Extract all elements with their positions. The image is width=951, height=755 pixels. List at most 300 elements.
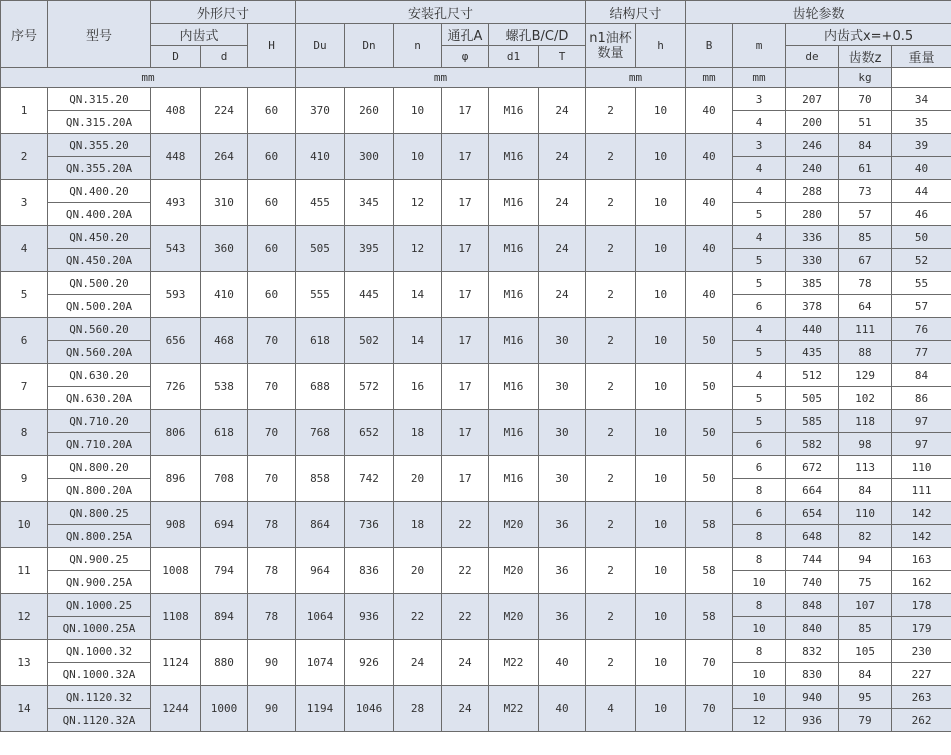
cell-teeth: 84 (839, 134, 892, 157)
cell-T: 40 (539, 640, 586, 686)
cell-de: 848 (786, 594, 839, 617)
cell-h: 10 (636, 272, 686, 318)
cell-n1: 2 (586, 88, 636, 134)
header-Du: Du (296, 24, 345, 68)
cell-H: 78 (248, 548, 296, 594)
cell-d: 310 (201, 180, 248, 226)
cell-m: 10 (733, 686, 786, 709)
unit-struct-mm: mm (586, 68, 686, 88)
cell-m: 8 (733, 594, 786, 617)
cell-m: 10 (733, 571, 786, 594)
cell-d: 894 (201, 594, 248, 640)
cell-B: 70 (686, 686, 733, 732)
header-internal-gear-x: 内齿式x=+0.5 (786, 24, 951, 46)
cell-d: 410 (201, 272, 248, 318)
cell-Dn: 345 (345, 180, 394, 226)
cell-n: 10 (394, 88, 442, 134)
cell-n: 12 (394, 226, 442, 272)
header-teeth: 齿数z (839, 46, 892, 68)
cell-B: 40 (686, 134, 733, 180)
cell-weight: 34 (892, 88, 951, 111)
cell-D: 593 (151, 272, 201, 318)
cell-d1: M20 (489, 594, 539, 640)
cell-de: 512 (786, 364, 839, 387)
cell-h: 10 (636, 502, 686, 548)
cell-d: 1000 (201, 686, 248, 732)
cell-H: 90 (248, 640, 296, 686)
cell-Dn: 836 (345, 548, 394, 594)
cell-teeth: 67 (839, 249, 892, 272)
cell-d: 264 (201, 134, 248, 180)
cell-de: 582 (786, 433, 839, 456)
cell-D: 1244 (151, 686, 201, 732)
header-d1: d1 (489, 46, 539, 68)
cell-Dn: 260 (345, 88, 394, 134)
cell-m: 4 (733, 157, 786, 180)
header-phi: φ (442, 46, 489, 68)
cell-m: 4 (733, 364, 786, 387)
cell-B: 50 (686, 456, 733, 502)
header-B: B (686, 24, 733, 68)
cell-teeth: 61 (839, 157, 892, 180)
header-bolt-hole: 螺孔B/C/D (489, 24, 586, 46)
cell-D: 1124 (151, 640, 201, 686)
cell-weight: 262 (892, 709, 951, 732)
cell-T: 30 (539, 456, 586, 502)
cell-n: 16 (394, 364, 442, 410)
cell-d: 694 (201, 502, 248, 548)
cell-Du: 688 (296, 364, 345, 410)
cell-Du: 1064 (296, 594, 345, 640)
cell-Du: 410 (296, 134, 345, 180)
cell-T: 24 (539, 134, 586, 180)
cell-teeth: 51 (839, 111, 892, 134)
cell-B: 40 (686, 272, 733, 318)
cell-B: 40 (686, 226, 733, 272)
cell-T: 36 (539, 594, 586, 640)
cell-teeth: 129 (839, 364, 892, 387)
cell-weight: 178 (892, 594, 951, 617)
table-row (1, 134, 951, 157)
cell-teeth: 88 (839, 341, 892, 364)
cell-de: 207 (786, 88, 839, 111)
cell-D: 726 (151, 364, 201, 410)
cell-Dn: 502 (345, 318, 394, 364)
cell-h: 10 (636, 548, 686, 594)
unit-teeth-blank (786, 68, 839, 88)
cell-d1: M16 (489, 364, 539, 410)
cell-model: QN.1000.25A (48, 617, 151, 640)
cell-teeth: 95 (839, 686, 892, 709)
cell-h: 10 (636, 318, 686, 364)
cell-de: 830 (786, 663, 839, 686)
cell-d1: M16 (489, 180, 539, 226)
cell-n: 10 (394, 134, 442, 180)
cell-model: QN.710.20 (48, 410, 151, 433)
cell-m: 6 (733, 456, 786, 479)
cell-teeth: 107 (839, 594, 892, 617)
cell-model: QN.800.25 (48, 502, 151, 525)
cell-H: 60 (248, 226, 296, 272)
cell-Dn: 572 (345, 364, 394, 410)
cell-T: 24 (539, 88, 586, 134)
cell-de: 240 (786, 157, 839, 180)
cell-m: 5 (733, 272, 786, 295)
cell-model: QN.710.20A (48, 433, 151, 456)
cell-n1: 2 (586, 134, 636, 180)
header-T: T (539, 46, 586, 68)
cell-H: 60 (248, 180, 296, 226)
cell-phi: 17 (442, 134, 489, 180)
cell-H: 70 (248, 410, 296, 456)
cell-seq: 4 (1, 226, 48, 272)
cell-d: 794 (201, 548, 248, 594)
cell-seq: 1 (1, 88, 48, 134)
cell-n1: 2 (586, 410, 636, 456)
cell-d: 538 (201, 364, 248, 410)
cell-Dn: 736 (345, 502, 394, 548)
cell-B: 50 (686, 410, 733, 456)
cell-n: 12 (394, 180, 442, 226)
cell-h: 10 (636, 180, 686, 226)
cell-model: QN.450.20A (48, 249, 151, 272)
cell-teeth: 75 (839, 571, 892, 594)
cell-phi: 24 (442, 640, 489, 686)
cell-seq: 11 (1, 548, 48, 594)
cell-m: 10 (733, 663, 786, 686)
cell-weight: 163 (892, 548, 951, 571)
cell-n: 14 (394, 318, 442, 364)
cell-model: QN.315.20 (48, 88, 151, 111)
cell-T: 36 (539, 548, 586, 594)
cell-model: QN.560.20 (48, 318, 151, 341)
cell-model: QN.1120.32A (48, 709, 151, 732)
cell-teeth: 98 (839, 433, 892, 456)
cell-T: 30 (539, 410, 586, 456)
header-de: de (786, 46, 839, 68)
cell-de: 336 (786, 226, 839, 249)
cell-teeth: 111 (839, 318, 892, 341)
cell-de: 440 (786, 318, 839, 341)
cell-n: 28 (394, 686, 442, 732)
header-internal-gear-type: 内齿式 (151, 24, 248, 46)
header-m: m (733, 24, 786, 68)
cell-de: 378 (786, 295, 839, 318)
cell-n: 14 (394, 272, 442, 318)
table-header (1, 1, 951, 88)
cell-Dn: 300 (345, 134, 394, 180)
cell-model: QN.400.20 (48, 180, 151, 203)
cell-weight: 44 (892, 180, 951, 203)
cell-weight: 76 (892, 318, 951, 341)
cell-de: 940 (786, 686, 839, 709)
cell-T: 24 (539, 226, 586, 272)
cell-weight: 35 (892, 111, 951, 134)
table-row (1, 180, 951, 203)
cell-weight: 50 (892, 226, 951, 249)
cell-m: 3 (733, 134, 786, 157)
cell-D: 448 (151, 134, 201, 180)
cell-m: 6 (733, 295, 786, 318)
cell-m: 4 (733, 111, 786, 134)
cell-teeth: 84 (839, 479, 892, 502)
table-row (1, 364, 951, 387)
cell-model: QN.355.20 (48, 134, 151, 157)
cell-model: QN.1120.32 (48, 686, 151, 709)
cell-weight: 142 (892, 525, 951, 548)
cell-Dn: 926 (345, 640, 394, 686)
cell-weight: 97 (892, 410, 951, 433)
cell-Du: 505 (296, 226, 345, 272)
table-body (1, 88, 951, 732)
cell-H: 70 (248, 456, 296, 502)
cell-seq: 3 (1, 180, 48, 226)
table-row (1, 548, 951, 571)
cell-seq: 7 (1, 364, 48, 410)
cell-n1: 2 (586, 272, 636, 318)
header-struct-dims: 结构尺寸 (586, 1, 686, 24)
cell-weight: 52 (892, 249, 951, 272)
header-gear-params: 齿轮参数 (686, 1, 951, 24)
cell-model: QN.560.20A (48, 341, 151, 364)
cell-weight: 110 (892, 456, 951, 479)
unit-outer-mm: mm (1, 68, 296, 88)
cell-teeth: 102 (839, 387, 892, 410)
cell-Dn: 445 (345, 272, 394, 318)
cell-D: 806 (151, 410, 201, 456)
cell-phi: 24 (442, 686, 489, 732)
cell-weight: 263 (892, 686, 951, 709)
cell-de: 585 (786, 410, 839, 433)
cell-weight: 84 (892, 364, 951, 387)
cell-seq: 9 (1, 456, 48, 502)
cell-phi: 22 (442, 502, 489, 548)
cell-model: QN.400.20A (48, 203, 151, 226)
cell-d1: M16 (489, 318, 539, 364)
cell-weight: 227 (892, 663, 951, 686)
cell-de: 385 (786, 272, 839, 295)
cell-B: 70 (686, 640, 733, 686)
cell-m: 3 (733, 88, 786, 111)
cell-B: 50 (686, 364, 733, 410)
cell-model: QN.355.20A (48, 157, 151, 180)
cell-model: QN.500.20A (48, 295, 151, 318)
cell-D: 408 (151, 88, 201, 134)
cell-n1: 2 (586, 594, 636, 640)
cell-m: 8 (733, 525, 786, 548)
cell-n1: 2 (586, 502, 636, 548)
cell-de: 280 (786, 203, 839, 226)
unit-mount-mm: mm (296, 68, 586, 88)
table-row (1, 594, 951, 617)
cell-h: 10 (636, 226, 686, 272)
cell-teeth: 73 (839, 180, 892, 203)
cell-weight: 162 (892, 571, 951, 594)
cell-seq: 8 (1, 410, 48, 456)
cell-teeth: 57 (839, 203, 892, 226)
cell-H: 90 (248, 686, 296, 732)
table-row (1, 686, 951, 709)
cell-D: 1008 (151, 548, 201, 594)
cell-H: 60 (248, 134, 296, 180)
cell-n: 24 (394, 640, 442, 686)
cell-n1: 2 (586, 548, 636, 594)
cell-teeth: 70 (839, 88, 892, 111)
unit-de-mm: mm (733, 68, 786, 88)
cell-H: 78 (248, 502, 296, 548)
cell-teeth: 64 (839, 295, 892, 318)
cell-H: 78 (248, 594, 296, 640)
header-weight: 重量 (892, 46, 951, 68)
cell-de: 832 (786, 640, 839, 663)
cell-m: 4 (733, 180, 786, 203)
cell-T: 24 (539, 272, 586, 318)
header-seq: 序号 (1, 1, 48, 68)
cell-Du: 768 (296, 410, 345, 456)
cell-phi: 17 (442, 364, 489, 410)
cell-model: QN.800.20 (48, 456, 151, 479)
cell-teeth: 84 (839, 663, 892, 686)
cell-weight: 111 (892, 479, 951, 502)
cell-B: 58 (686, 594, 733, 640)
cell-Du: 1074 (296, 640, 345, 686)
cell-h: 10 (636, 686, 686, 732)
cell-n1: 2 (586, 318, 636, 364)
cell-B: 58 (686, 548, 733, 594)
table-row (1, 226, 951, 249)
cell-H: 70 (248, 318, 296, 364)
cell-Du: 618 (296, 318, 345, 364)
cell-teeth: 82 (839, 525, 892, 548)
cell-Dn: 652 (345, 410, 394, 456)
header-mount-holes: 安装孔尺寸 (296, 1, 586, 24)
cell-phi: 17 (442, 456, 489, 502)
cell-de: 288 (786, 180, 839, 203)
cell-teeth: 78 (839, 272, 892, 295)
cell-phi: 22 (442, 548, 489, 594)
cell-h: 10 (636, 88, 686, 134)
cell-d1: M22 (489, 640, 539, 686)
cell-seq: 14 (1, 686, 48, 732)
cell-B: 50 (686, 318, 733, 364)
cell-phi: 17 (442, 272, 489, 318)
cell-Du: 555 (296, 272, 345, 318)
cell-seq: 13 (1, 640, 48, 686)
cell-de: 246 (786, 134, 839, 157)
cell-model: QN.800.20A (48, 479, 151, 502)
header-D: D (151, 46, 201, 68)
cell-n1: 2 (586, 640, 636, 686)
header-h: h (636, 24, 686, 68)
cell-n: 22 (394, 594, 442, 640)
table-row (1, 502, 951, 525)
cell-de: 505 (786, 387, 839, 410)
cell-de: 672 (786, 456, 839, 479)
cell-n1: 2 (586, 456, 636, 502)
cell-seq: 5 (1, 272, 48, 318)
cell-D: 908 (151, 502, 201, 548)
table-row (1, 410, 951, 433)
cell-m: 12 (733, 709, 786, 732)
cell-m: 10 (733, 617, 786, 640)
cell-m: 5 (733, 410, 786, 433)
cell-m: 8 (733, 479, 786, 502)
table-row (1, 318, 951, 341)
header-through-hole: 通孔A (442, 24, 489, 46)
cell-de: 654 (786, 502, 839, 525)
cell-d: 880 (201, 640, 248, 686)
cell-m: 6 (733, 502, 786, 525)
cell-T: 30 (539, 318, 586, 364)
cell-d1: M16 (489, 456, 539, 502)
unit-weight-kg: kg (839, 68, 892, 88)
cell-teeth: 85 (839, 226, 892, 249)
cell-B: 58 (686, 502, 733, 548)
cell-n: 18 (394, 502, 442, 548)
cell-m: 5 (733, 203, 786, 226)
cell-T: 30 (539, 364, 586, 410)
cell-T: 24 (539, 180, 586, 226)
cell-weight: 55 (892, 272, 951, 295)
cell-D: 656 (151, 318, 201, 364)
cell-weight: 46 (892, 203, 951, 226)
cell-model: QN.315.20A (48, 111, 151, 134)
cell-Du: 964 (296, 548, 345, 594)
cell-H: 60 (248, 272, 296, 318)
cell-m: 4 (733, 318, 786, 341)
cell-h: 10 (636, 640, 686, 686)
cell-d1: M16 (489, 272, 539, 318)
unit-m-mm: mm (686, 68, 733, 88)
cell-Du: 1194 (296, 686, 345, 732)
cell-phi: 22 (442, 594, 489, 640)
cell-weight: 57 (892, 295, 951, 318)
cell-weight: 40 (892, 157, 951, 180)
cell-weight: 230 (892, 640, 951, 663)
cell-weight: 39 (892, 134, 951, 157)
cell-model: QN.630.20 (48, 364, 151, 387)
cell-n: 18 (394, 410, 442, 456)
cell-d: 618 (201, 410, 248, 456)
cell-model: QN.1000.32 (48, 640, 151, 663)
cell-h: 10 (636, 594, 686, 640)
cell-n1: 2 (586, 180, 636, 226)
cell-model: QN.500.20 (48, 272, 151, 295)
cell-phi: 17 (442, 88, 489, 134)
table-row (1, 88, 951, 111)
cell-seq: 6 (1, 318, 48, 364)
cell-weight: 77 (892, 341, 951, 364)
cell-H: 70 (248, 364, 296, 410)
cell-teeth: 118 (839, 410, 892, 433)
cell-phi: 17 (442, 226, 489, 272)
cell-teeth: 110 (839, 502, 892, 525)
cell-seq: 2 (1, 134, 48, 180)
cell-n1: 4 (586, 686, 636, 732)
cell-D: 543 (151, 226, 201, 272)
header-d: d (201, 46, 248, 68)
cell-d1: M22 (489, 686, 539, 732)
cell-d: 360 (201, 226, 248, 272)
cell-n: 20 (394, 548, 442, 594)
cell-teeth: 85 (839, 617, 892, 640)
header-H: H (248, 24, 296, 68)
cell-T: 36 (539, 502, 586, 548)
cell-model: QN.1000.25 (48, 594, 151, 617)
cell-m: 5 (733, 341, 786, 364)
cell-m: 8 (733, 640, 786, 663)
cell-weight: 97 (892, 433, 951, 456)
